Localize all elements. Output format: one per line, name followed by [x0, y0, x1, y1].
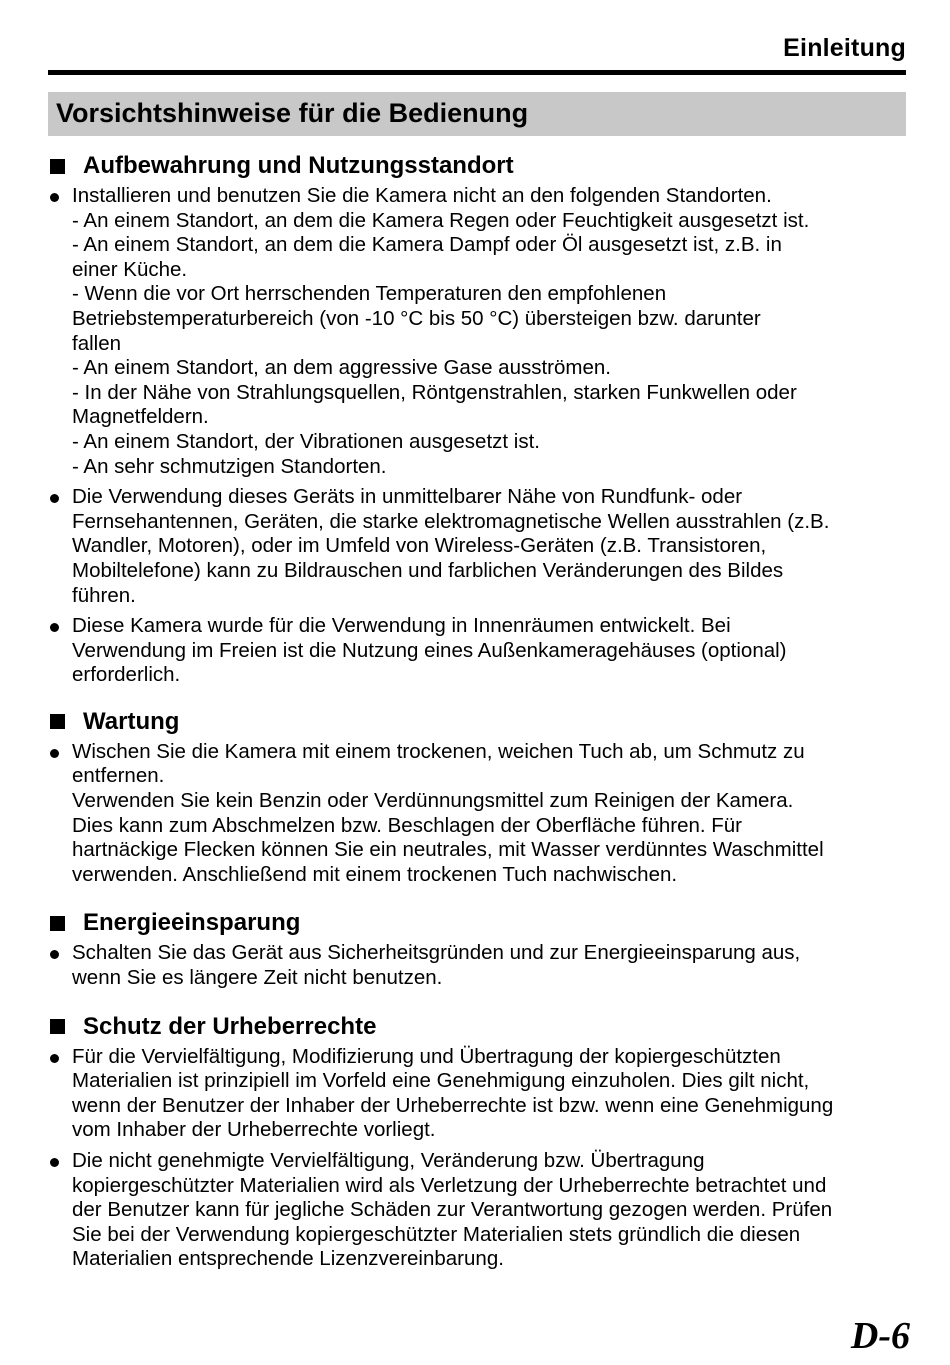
- text-line: - An einem Standort, an dem aggressive Gase ausströmen.: [72, 356, 611, 380]
- section-heading-text: Aufbewahrung und Nutzungsstandort: [83, 152, 514, 179]
- text-line: Betriebstemperaturbereich (von -10 °C bis 50 °C) übersteigen bzw. darunter: [72, 306, 761, 330]
- title-bar: [48, 92, 906, 136]
- text-line: Fernsehantennen, Geräten, die starke elektromagnetische Wellen ausstrahlen (z.B.: [72, 509, 830, 533]
- bullet-list: [48, 941, 906, 990]
- text-line: einer Küche.: [72, 257, 188, 281]
- bullet-icon: [50, 1054, 59, 1063]
- text-line: entfernen.: [72, 764, 165, 788]
- text-line: Die nicht genehmigte Vervielfältigung, Veränderung bzw. Übertragung: [72, 1149, 705, 1172]
- bullet-icon: [50, 950, 59, 959]
- header-label: Einleitung: [783, 34, 906, 62]
- section-heading-text: Schutz der Urheberrechte: [83, 1012, 377, 1040]
- section-gap: [48, 694, 906, 706]
- text-line: kopiergeschützter Materialien wird als Verletzung der Urheberrechte betrachtet und: [72, 1173, 827, 1197]
- list-item: [48, 740, 906, 888]
- section-heading: [48, 907, 906, 939]
- text-line: Installieren und benutzen Sie die Kamera nicht an den folgenden Standorten.: [72, 184, 772, 207]
- section-heading: [48, 150, 906, 182]
- text-line: Wandler, Motoren), oder im Umfeld von Wireless-Geräten (z.B. Transistoren,: [72, 534, 767, 558]
- text-line: Sie bei der Verwendung kopiergeschützter Materialien stets gründlich die diesen: [72, 1222, 801, 1246]
- square-bullet-icon: [50, 714, 65, 729]
- text-line: - In der Nähe von Strahlungsquellen, Röntgenstrahlen, starken Funkwellen oder: [72, 380, 797, 404]
- list-item: [48, 485, 906, 608]
- text-line: Für die Vervielfältigung, Modifizierung und Übertragung der kopiergeschützten: [72, 1044, 781, 1068]
- section-gap: [48, 893, 906, 907]
- section-heading-text: Wartung: [83, 707, 180, 735]
- bullet-list: [48, 740, 906, 888]
- list-item: [48, 941, 906, 990]
- bullet-icon: [50, 623, 59, 632]
- list-item: [48, 614, 906, 688]
- list-item: [48, 184, 906, 479]
- text-line: Die Verwendung dieses Geräts in unmittelbarer Nähe von Rundfunk- oder: [72, 485, 743, 509]
- text-line: Magnetfeldern.: [72, 405, 209, 429]
- bullet-list: [48, 184, 906, 688]
- section-gap: [48, 997, 906, 1011]
- square-bullet-icon: [50, 1019, 65, 1034]
- section-heading: [48, 1011, 906, 1043]
- text-line: Materialien ist prinzipiell im Vorfeld eine Genehmigung einzuholen. Dies gilt nicht,: [72, 1069, 810, 1093]
- text-line: Verwendung im Freien ist die Nutzung eines Außenkameragehäuses (optional): [72, 638, 787, 662]
- page-number: D-6: [850, 1315, 910, 1357]
- square-bullet-icon: [50, 916, 65, 931]
- text-line: Diese Kamera wurde für die Verwendung in Innenräumen entwickelt. Bei: [72, 614, 731, 638]
- bullet-icon: [50, 494, 59, 503]
- page-title: Vorsichtshinweise für die Bedienung: [56, 98, 529, 128]
- text-line: - An einem Standort, der Vibrationen ausgesetzt ist.: [72, 429, 540, 453]
- content: [48, 150, 906, 1278]
- header-rule: [48, 70, 906, 75]
- text-line: verwenden. Anschließend mit einem trockenen Tuch nachwischen.: [72, 862, 678, 886]
- text-line: Verwenden Sie kein Benzin oder Verdünnungsmittel zum Reinigen der Kamera.: [72, 789, 794, 813]
- text-line: - An einem Standort, an dem die Kamera Dampf oder Öl ausgesetzt ist, z.B. in: [72, 233, 782, 257]
- bullet-icon: [50, 749, 59, 758]
- text-line: Dies kann zum Abschmelzen bzw. Beschlagen der Oberfläche führen. Für: [72, 813, 743, 837]
- bullet-icon: [50, 1158, 59, 1167]
- text-line: Wischen Sie die Kamera mit einem trockenen, weichen Tuch ab, um Schmutz zu: [72, 739, 805, 763]
- text-line: erforderlich.: [72, 663, 181, 687]
- text-line: vom Inhaber der Urheberrechte vorliegt.: [72, 1118, 436, 1142]
- list-item: [48, 1045, 906, 1143]
- text-line: Mobiltelefone) kann zu Bildrauschen und farblichen Veränderungen des Bildes: [72, 558, 784, 582]
- text-line: der Benutzer kann für jegliche Schäden zur Verantwortung gezogen werden. Prüfen: [72, 1198, 833, 1222]
- text-line: führen.: [72, 583, 136, 607]
- text-line: Materialien entsprechende Lizenzvereinbarung.: [72, 1247, 504, 1271]
- text-line: - Wenn die vor Ort herrschenden Temperaturen den empfohlenen: [72, 282, 667, 306]
- list-item: [48, 1149, 906, 1272]
- text-line: - An einem Standort, an dem die Kamera Regen oder Feuchtigkeit ausgesetzt ist.: [72, 208, 810, 232]
- square-bullet-icon: [50, 159, 65, 174]
- section-heading: [48, 706, 906, 738]
- text-line: - An sehr schmutzigen Standorten.: [72, 454, 387, 478]
- text-line: wenn der Benutzer der Inhaber der Urheberrechte ist bzw. wenn eine Genehmigung: [72, 1093, 834, 1117]
- bullet-list: [48, 1045, 906, 1272]
- text-line: wenn Sie es längere Zeit nicht benutzen.: [72, 966, 443, 990]
- section-heading-text: Energieeinsparung: [83, 909, 301, 937]
- text-line: Schalten Sie das Gerät aus Sicherheitsgründen und zur Energieeinsparung aus,: [72, 941, 801, 965]
- text-line: hartnäckige Flecken können Sie ein neutrales, mit Wasser verdünntes Waschmittel: [72, 838, 824, 862]
- text-line: fallen: [72, 331, 122, 355]
- bullet-icon: [50, 193, 59, 202]
